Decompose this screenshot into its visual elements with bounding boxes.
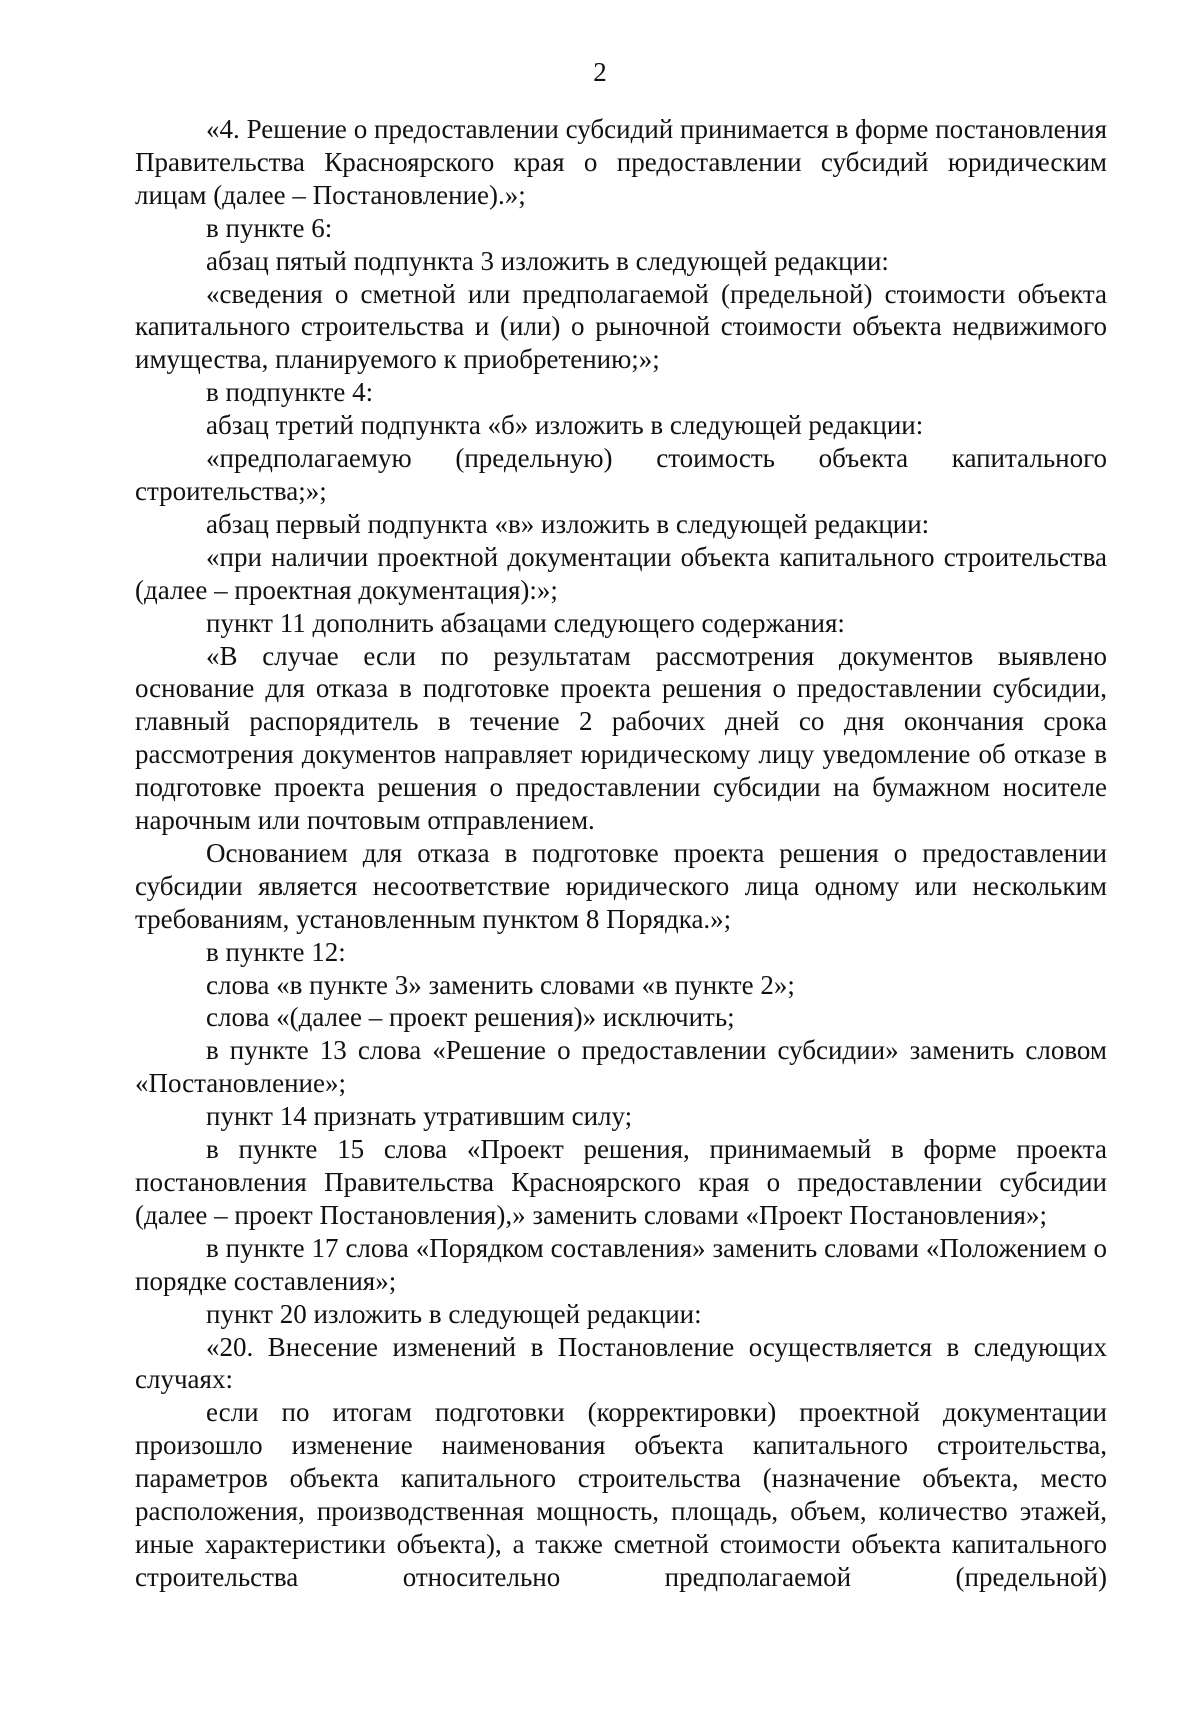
paragraph: в пункте 12: <box>206 936 346 967</box>
page-number: 2 <box>593 57 607 87</box>
paragraph: «сведения о сметной или предполагаемой (предельной) стоимости объекта капитального строительства и (или) о рыночной стоимости объекта недвижимого имущества, планируемого к приобретению;»; <box>135 278 1107 375</box>
paragraph: «В случае если по результатам рассмотрения документов выявлено основание для отказа в подготовке проекта решения о предоставлении субсидии, главный распорядитель в течение 2 рабочих дней со дня окончания срока рассмотрения документов направляет юридическому лицу уведомление об отказе в подготовке проекта решения о предоставлении субсидии на бумажном носителе нарочным или почтовым отправлением. <box>135 640 1107 836</box>
paragraph: «предполагаемую (предельную) стоимость объекта капитального строительства;»; <box>135 443 1107 506</box>
paragraph: в пункте 6: <box>206 212 333 243</box>
paragraph: слова «(далее – проект решения)» исключить; <box>206 1002 735 1033</box>
paragraph: в подпункте 4: <box>206 377 374 408</box>
paragraph: абзац первый подпункта «в» изложить в следующей редакции: <box>206 508 930 539</box>
paragraph: пункт 11 дополнить абзацами следующего содержания: <box>206 607 845 638</box>
paragraph: «20. Внесение изменений в Постановление осуществляется в следующих случаях: <box>135 1331 1107 1395</box>
paragraph: «4. Решение о предоставлении субсидий принимается в форме постановления Правительства Красноярского края о предоставлении субсидий юридическим лицам (далее – Постановление).»; <box>135 114 1107 210</box>
paragraph: в пункте 17 слова «Порядком составления» заменить словами «Положением о порядке составления»; <box>135 1232 1107 1296</box>
paragraph: Основанием для отказа в подготовке проекта решения о предоставлении субсидии является несоответствие юридического лица одному или нескольким требованиям, установленным пунктом 8 Порядка.»; <box>135 837 1107 934</box>
paragraph: в пункте 15 слова «Проект решения, принимаемый в форме проекта постановления Правительства Красноярского края о предоставлении субсидии (далее – проект Постановления),» заменить словами «Проект Постановления»; <box>135 1134 1107 1230</box>
document-body <box>135 113 1107 1594</box>
paragraph: абзац пятый подпункта 3 изложить в следующей редакции: <box>206 245 889 276</box>
paragraph: абзац третий подпункта «б» изложить в следующей редакции: <box>206 410 924 441</box>
paragraph: если по итогам подготовки (корректировки) проектной документации произошло изменение наименования объекта капитального строительства, параметров объекта капитального строительства (назначение объекта, место расположения, производственная мощность, площадь, объем, количество этажей, иные характеристики объекта), а также сметной стоимости объекта капитального строительства относительно предполагаемой (предельной) <box>135 1397 1107 1592</box>
paragraph: в пункте 13 слова «Решение о предоставлении субсидии» заменить словом «Постановление»; <box>135 1035 1107 1099</box>
paragraph: пункт 14 признать утратившим силу; <box>206 1101 633 1132</box>
paragraph: слова «в пункте 3» заменить словами «в пункте 2»; <box>206 969 795 1000</box>
paragraph: «при наличии проектной документации объекта капитального строительства (далее – проектная документация):»; <box>135 541 1107 605</box>
paragraph: пункт 20 изложить в следующей редакции: <box>206 1298 702 1329</box>
